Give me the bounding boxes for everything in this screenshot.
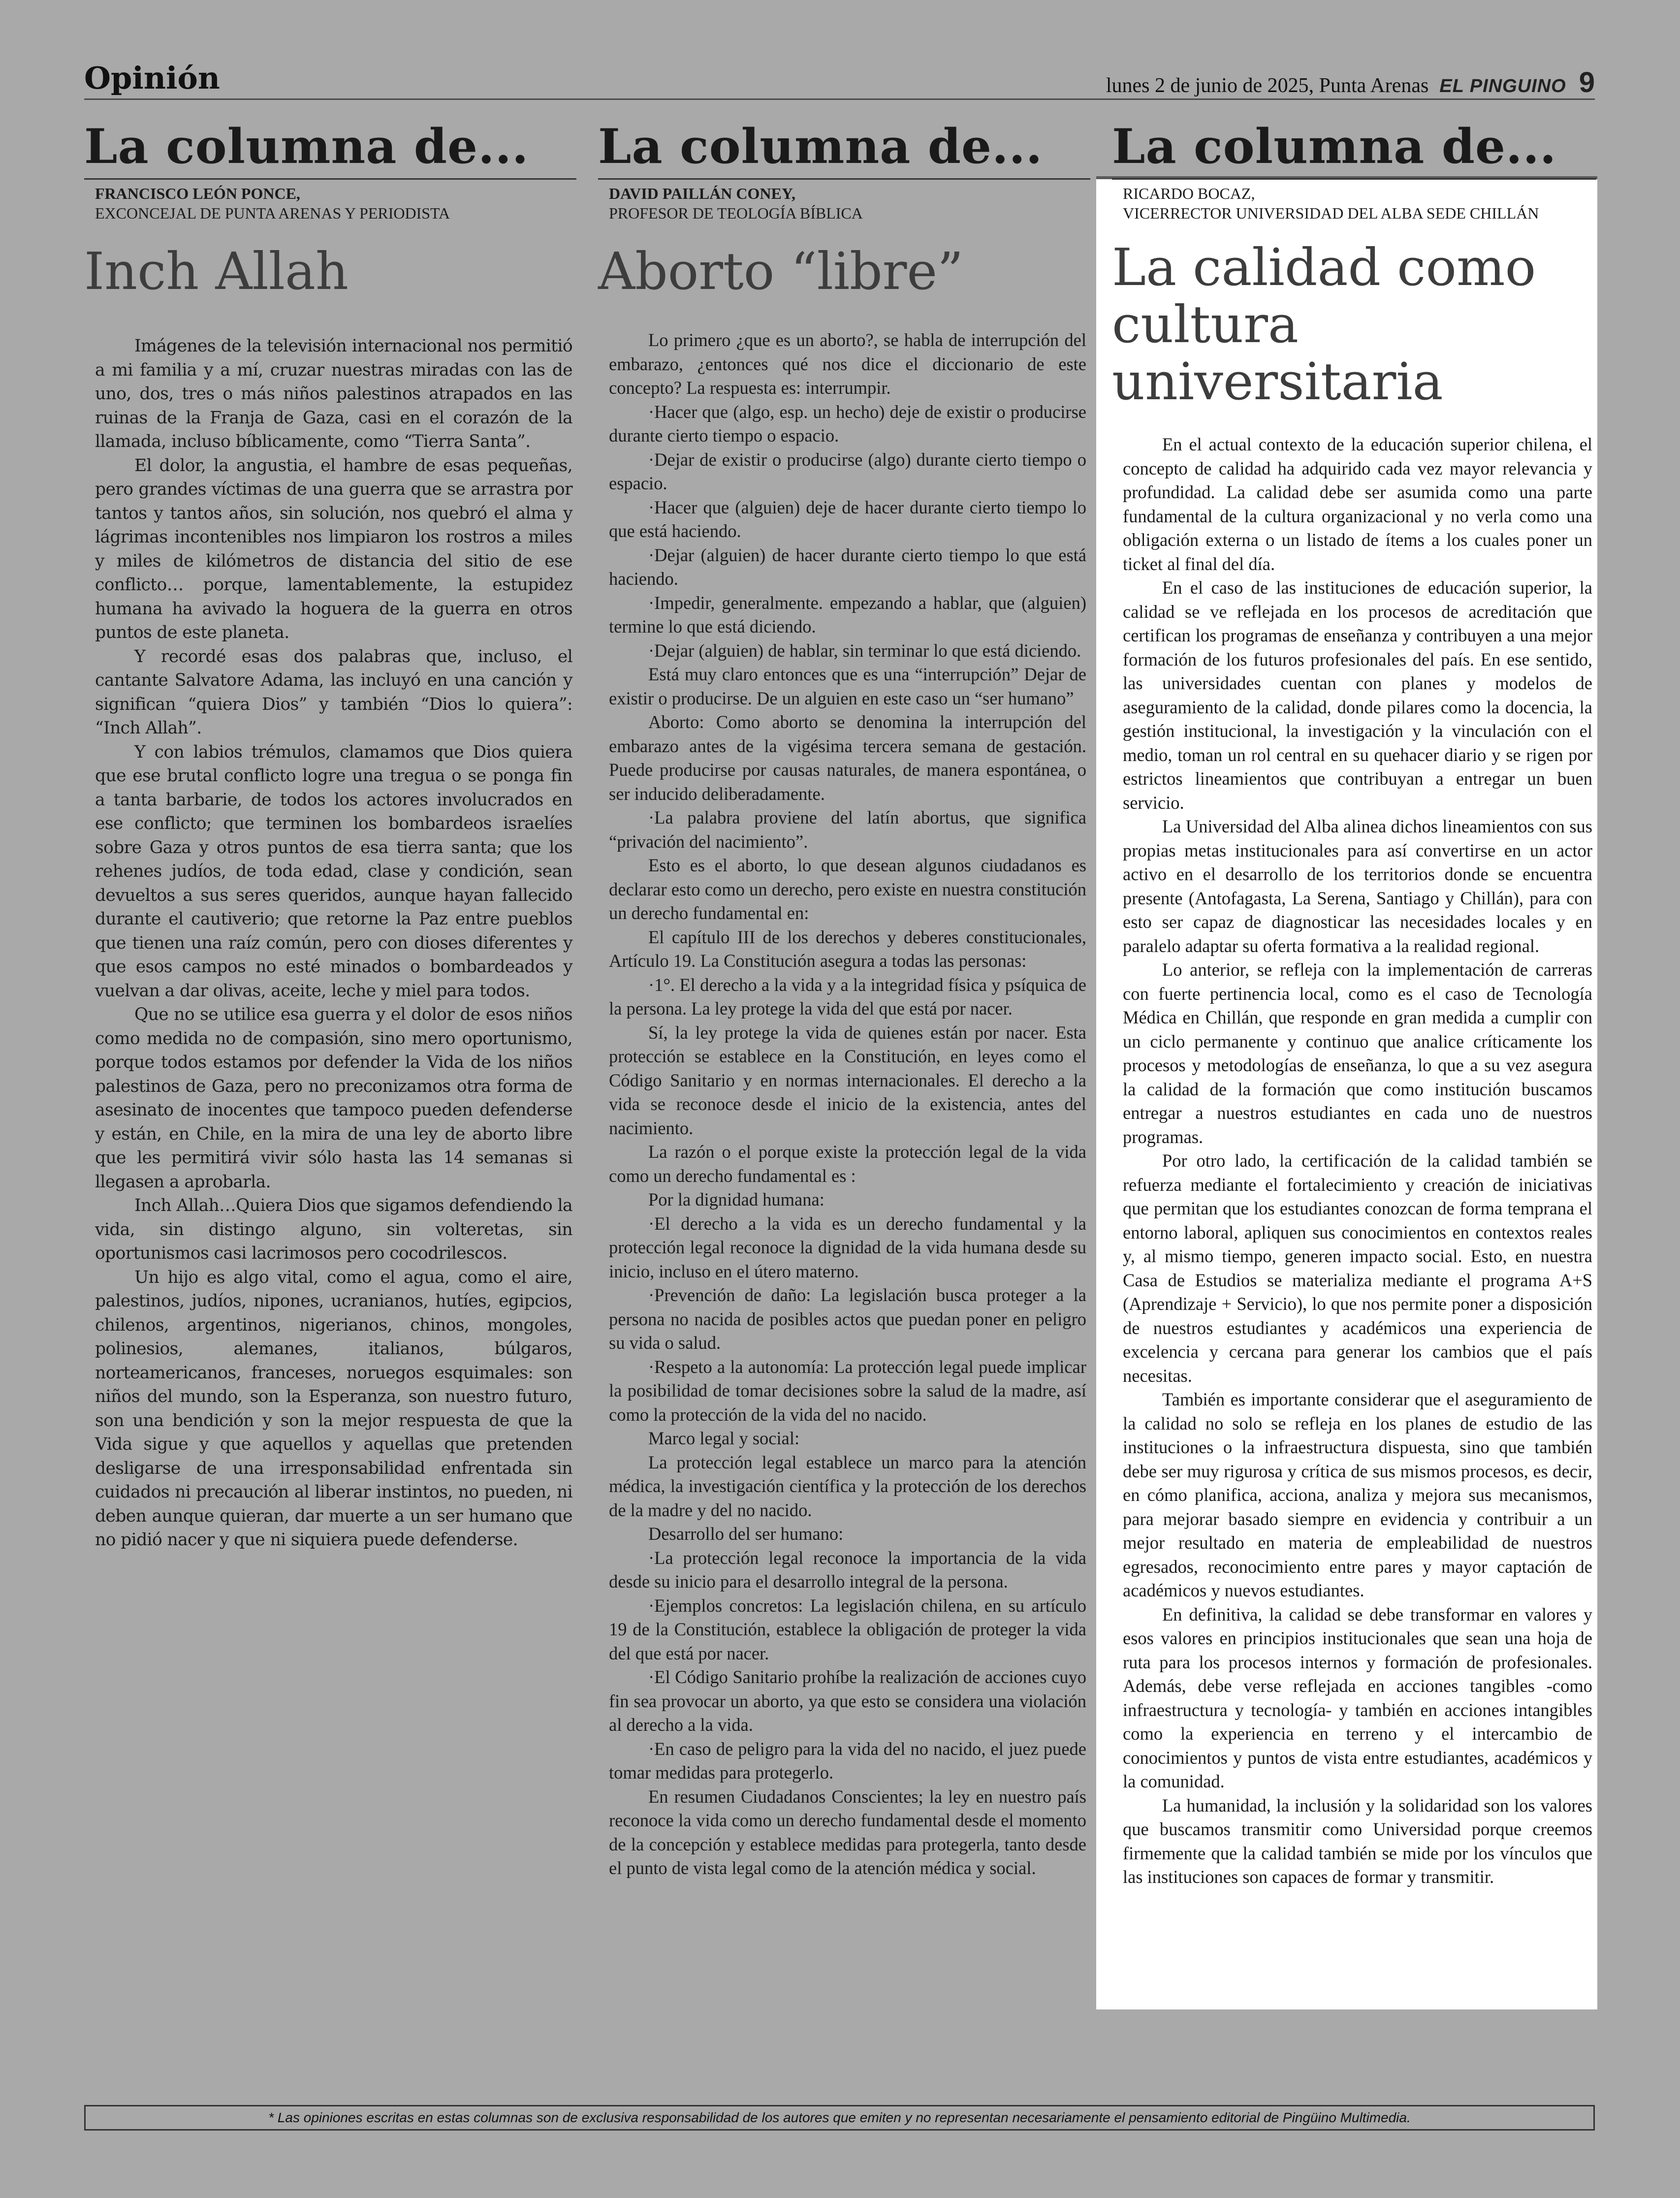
article-paragraph: ·Ejemplos concretos: La legislación chilena, en su artículo 19 de la Constitución, establece la obligación de proteger la vida del que está por nacer.	[609, 1595, 1086, 1663]
paper-name: EL PINGUINO	[1439, 76, 1566, 96]
dateline: lunes 2 de junio de 2025, Punta Arenas	[1106, 74, 1429, 97]
author-role: EXCONCEJAL DE PUNTA ARENAS Y PERIODISTA	[95, 204, 450, 222]
opinion-column-3	[1112, 119, 1596, 1889]
article-paragraph: Que no se utilice esa guerra y el dolor de esos niños como medida no de compasión, sino mero oportunismo, porque todos estamos por defender la Vida de los niños palestinos de Gaza, pero no preconizamos otra forma de asesinato de inocentes que tampoco pueden defenderse y están, en Chile, en la mira de una ley de aborto libre que les permitirá vivir sólo hasta las 14 semanas si llegasen a aprobarla.	[95, 1005, 572, 1192]
author-byline	[609, 184, 1090, 223]
article-headline: Inch Allah	[84, 241, 349, 301]
article-paragraph: La humanidad, la inclusión y la solidaridad son los valores que buscamos transmitir como Universidad porque creemos firmemente que la calidad también se mide por los vínculos que las instituciones son capaces de formar y transmitir.	[1123, 1795, 1592, 1887]
kicker-rule	[598, 178, 1090, 180]
author-name: RICARDO BOCAZ,	[1123, 185, 1255, 202]
article-paragraph: La protección legal establece un marco para la atención médica, la investigación científica y la protección de los derechos de la madre y del no nacido.	[609, 1452, 1086, 1520]
article-paragraph: La razón o el porque existe la protección legal de la vida como un derecho fundamental es :	[609, 1142, 1086, 1186]
article-paragraph: ·Hacer que (algo, esp. un hecho) deje de existir o producirse durante cierto tiempo o espacio.	[609, 401, 1086, 446]
opinion-column-2	[598, 119, 1090, 1880]
kicker-rule	[1112, 178, 1596, 180]
article-paragraph: ·En caso de peligro para la vida del no nacido, el juez puede tomar medidas para protegerlo.	[609, 1738, 1086, 1783]
article-paragraph: El capítulo III de los derechos y deberes constitucionales, Artículo 19. La Constitución asegura a todas las personas:	[609, 926, 1086, 971]
article-paragraph: Por otro lado, la certificación de la calidad también se refuerza mediante el fortalecimiento y creación de iniciativas que permitan que los estudiantes conozcan de forma temprana el entorno laboral, apliquen sus conocimientos en contextos reales y, al mismo tiempo, generen impacto social. Esto, en nuestra Casa de Estudios se materializa mediante el programa A+S (Aprendizaje + Servicio), lo que nos permite poner a disposición de nuestros estudiantes y académicos una experiencia de excelencia y cercana para generar los cambios que el país necesitas.	[1123, 1150, 1592, 1386]
article-body	[84, 334, 576, 1552]
article-paragraph: ·Hacer que (alguien) deje de hacer durante cierto tiempo lo que está haciendo.	[609, 497, 1086, 541]
article-paragraph: También es importante considerar que el aseguramiento de la calidad no solo se refleja en los planes de estudio de las instituciones o la infraestructura dispuesta, sino que también debe ser muy rigurosa y crítica de sus mismos procesos, es decir, en cómo planifica, acciona, analiza y mejora sus mecanismos, para mejorar basado siempre en evidencia y contribuir a un mejor resultado en materia de empleabilidad de nuestros egresados, reconocimiento entre pares y mayor captación de académicos y nuevos estudiantes.	[1123, 1389, 1592, 1600]
article-paragraph: Está muy claro entonces que es una “interrupción” Dejar de existir o producirse. De un alguien en este caso un “ser humano”	[609, 664, 1086, 708]
article-paragraph: El dolor, la angustia, el hambre de esas pequeñas, pero grandes víctimas de una guerra que se arrastra por tantos y tantos años, sin solución, nos quebró el alma y lágrimas incontenibles nos limpiaron los rostros a miles y miles de kilómetros de distancia del sitio de ese conflicto… porque, lamentablemente, la estupidez humana ha avivado la hoguera de la guerra en otros puntos de este planeta.	[95, 455, 572, 642]
author-role: VICERRECTOR UNIVERSIDAD DEL ALBA SEDE CHILLÁN	[1123, 204, 1539, 222]
author-role: PROFESOR DE TEOLOGÍA BÍBLICA	[609, 204, 863, 222]
author-name: DAVID PAILLÁN CONEY,	[609, 185, 796, 202]
article-paragraph: Esto es el aborto, lo que desean algunos ciudadanos es declarar esto como un derecho, pero existe en nuestra constitución un derecho fundamental en:	[609, 855, 1086, 923]
article-paragraph: ·La protección legal reconoce la importancia de la vida desde su inicio para el desarrollo integral de la persona.	[609, 1547, 1086, 1592]
article-paragraph: Y recordé esas dos palabras que, incluso, el cantante Salvatore Adama, las incluyó en una canción y significan “quiera Dios” y también “Dios lo quiera”: “Inch Allah”.	[95, 646, 572, 738]
article-paragraph: Lo primero ¿que es un aborto?, se habla de interrupción del embarazo, ¿entonces qué nos dice el diccionario de este concepto? La respuesta es: interrumpir.	[609, 330, 1086, 398]
article-paragraph: ·Respeto a la autonomía: La protección legal puede implicar la posibilidad de tomar decisiones sobre la salud de la madre, así como la protección de la vida del no nacido.	[609, 1356, 1086, 1425]
opinion-column-1	[84, 119, 576, 1552]
article-paragraph: ·Prevención de daño: La legislación busca proteger a la persona no nacida de posibles actos que puedan poner en peligro su vida o salud.	[609, 1285, 1086, 1353]
article-paragraph: En el caso de las instituciones de educación superior, la calidad se ve reflejada en los procesos de acreditación que certifican los programas de enseñanza y contribuyen a una mejor formación de los futuros profesionales del país. En ese sentido, las universidades cuentan con planes y modelos de aseguramiento de la calidad, donde pilares como la docencia, la gestión institucional, la investigación y la vinculación con el medio, toman un rol central en su quehacer diario y se rigen por estrictos lineamientos que contribuyan a entregar un buen servicio.	[1123, 577, 1592, 813]
author-name: FRANCISCO LEÓN PONCE,	[95, 185, 300, 202]
article-paragraph: En el actual contexto de la educación superior chilena, el concepto de calidad ha adquirido cada vez mayor relevancia y profundidad. La calidad debe ser asumida como una parte fundamental de la cultura organizacional y no verla como una obligación externa o un listado de ítems a los cuales poner un ticket al final del día.	[1123, 434, 1592, 574]
article-paragraph: En definitiva, la calidad se debe transformar en valores y esos valores en principios institucionales que sean una hoja de ruta para los procesos internos y formación de profesionales. Además, debe verse reflejada en acciones tangibles -como infraestructura y tecnología- y también en acciones intangibles como la experiencia en terreno y el intercambio de conocimientos y puntos de vista entre estudiantes, académicos y la comunidad.	[1123, 1604, 1592, 1791]
article-paragraph: Y con labios trémulos, clamamos que Dios quiera que ese brutal conflicto logre una tregua o se ponga fin a tanta barbarie, de todos los actores involucrados en ese conflicto; que terminen los bombardeos israelíes sobre Gaza y otros puntos de esa tierra santa; que los rehenes judíos, de toda edad, clase y condición, sean devueltos a sus seres queridos, aunque hayan fallecido durante el cautiverio; que retorne la Paz entre pueblos que tienen una raíz común, pero con dioses diferentes y que esos campos no esté minados o bombardeados y vuelvan a dar olivas, aceite, leche y miel para todos.	[95, 742, 572, 1001]
article-paragraph: ·El derecho a la vida es un derecho fundamental y la protección legal reconoce la dignidad de la vida humana desde su inicio, incluso en el útero materno.	[609, 1213, 1086, 1281]
column-kicker: La columna de...	[598, 119, 1043, 174]
article-paragraph: ·Dejar (alguien) de hacer durante cierto tiempo lo que está haciendo.	[609, 544, 1086, 589]
article-paragraph: ·1°. El derecho a la vida y a la integridad física y psíquica de la persona. La ley protege la vida del que está por nacer.	[609, 974, 1086, 1019]
author-byline	[95, 184, 576, 223]
article-body	[1112, 433, 1596, 1889]
article-paragraph: ·Dejar de existir o producirse (algo) durante cierto tiempo o espacio.	[609, 449, 1086, 493]
article-headline: Aborto “libre”	[598, 241, 964, 301]
article-paragraph: La Universidad del Alba alinea dichos lineamientos con sus propias metas institucionales para así convertirse en un actor activo en el desarrollo de los territorios donde se encuentra presente (Antofagasta, La Serena, Santiago y Chillán), para con esto ser capaz de diagnosticar las necesidades locales y en paralelo adaptar su oferta formativa a la realidad regional.	[1123, 816, 1592, 956]
article-paragraph: Aborto: Como aborto se denomina la interrupción del embarazo antes de la vigésima tercera semana de gestación. Puede producirse por causas naturales, de manera espontánea, o ser inducido deliberadamente.	[609, 712, 1086, 804]
article-paragraph: Sí, la ley protege la vida de quienes están por nacer. Esta protección se establece en la Constitución, en leyes como el Código Sanitario y en normas internacionales. El derecho a la vida se reconoce desde el inicio de la existencia, antes del nacimiento.	[609, 1022, 1086, 1138]
article-paragraph: Un hijo es algo vital, como el agua, como el aire, palestinos, judíos, nipones, ucranianos, hutíes, egipcios, chilenos, argentinos, nigerianos, chinos, mongoles, polinesios, alemanes, italianos, búlgaros, norteamericanos, franceses, noruegos esquimales: son niños del mundo, son la Esperanza, son nuestro futuro, son una bendición y son la mejor respuesta de que la Vida sigue y que aquellos y aquellas que pretenden desligarse de una irresponsabilidad enfrentada sin cuidados ni precaución al liberar instintos, no pueden, ni deben aunque quieran, dar muerte a un ser humano que no pidió nacer y que ni siquiera puede defenderse.	[95, 1267, 572, 1550]
article-paragraph: Lo anterior, se refleja con la implementación de carreras con fuerte pertinencia local, como es el caso de Tecnología Médica en Chillán, que responde en gran medida a cumplir con un ciclo permanente y continuo que analice críticamente los procesos y metodologías de enseñanza, lo que a su vez asegura la calidad de la formación que como institución buscamos entregar a nuestros estudiantes en cada uno de nuestros programas.	[1123, 959, 1592, 1147]
page-number: 9	[1579, 66, 1595, 98]
disclaimer-note: * Las opiniones escritas en estas columnas son de exclusiva responsabilidad de los autores que emiten y no representan necesariamente el pensamiento editorial de Pingüino Multimedia.	[84, 2105, 1595, 2131]
article-headline: La calidad como cultura universitaria	[1112, 237, 1536, 412]
column-kicker: La columna de...	[1112, 119, 1557, 174]
header-right	[1106, 66, 1595, 99]
kicker-rule	[84, 178, 576, 180]
article-paragraph: ·La palabra proviene del latín abortus, que significa “privación del nacimiento”.	[609, 807, 1086, 852]
article-paragraph: ·Impedir, generalmente. empezando a hablar, que (alguien) termine lo que está diciendo.	[609, 592, 1086, 637]
article-paragraph: ·El Código Sanitario prohíbe la realización de acciones cuyo fin sea provocar un aborto, ya que esto se considera una violación al derecho a la vida.	[609, 1667, 1086, 1735]
page-header	[84, 59, 1595, 100]
column-kicker: La columna de...	[84, 119, 529, 174]
article-paragraph: Por la dignidad humana:	[648, 1189, 824, 1210]
article-paragraph: ·Dejar (alguien) de hablar, sin terminar lo que está diciendo.	[648, 640, 1081, 661]
article-paragraph: Desarrollo del ser humano:	[648, 1524, 844, 1544]
author-byline	[1123, 184, 1596, 223]
section-name: Opinión	[84, 60, 220, 96]
article-paragraph: Inch Allah…Quiera Dios que sigamos defendiendo la vida, sin distingo alguno, sin volteretas, sin oportunismos casi lacrimosos pero cocodrilescos.	[95, 1196, 572, 1263]
article-body	[598, 328, 1090, 1880]
article-paragraph: En resumen Ciudadanos Conscientes; la ley en nuestro país reconoce la vida como un derecho fundamental desde el momento de la concepción y establece medidas para protegerla, tanto desde el punto de vista legal como de la atención médica y social.	[609, 1786, 1086, 1878]
article-paragraph: Imágenes de la televisión internacional nos permitió a mi familia y a mí, cruzar nuestras miradas con las de uno, dos, tres o más niños palestinos atrapados en las ruinas de la Franja de Gaza, casi en el corazón de la llamada, incluso bíblicamente, como “Tierra Santa”.	[95, 336, 572, 451]
article-paragraph: Marco legal y social:	[648, 1428, 800, 1448]
